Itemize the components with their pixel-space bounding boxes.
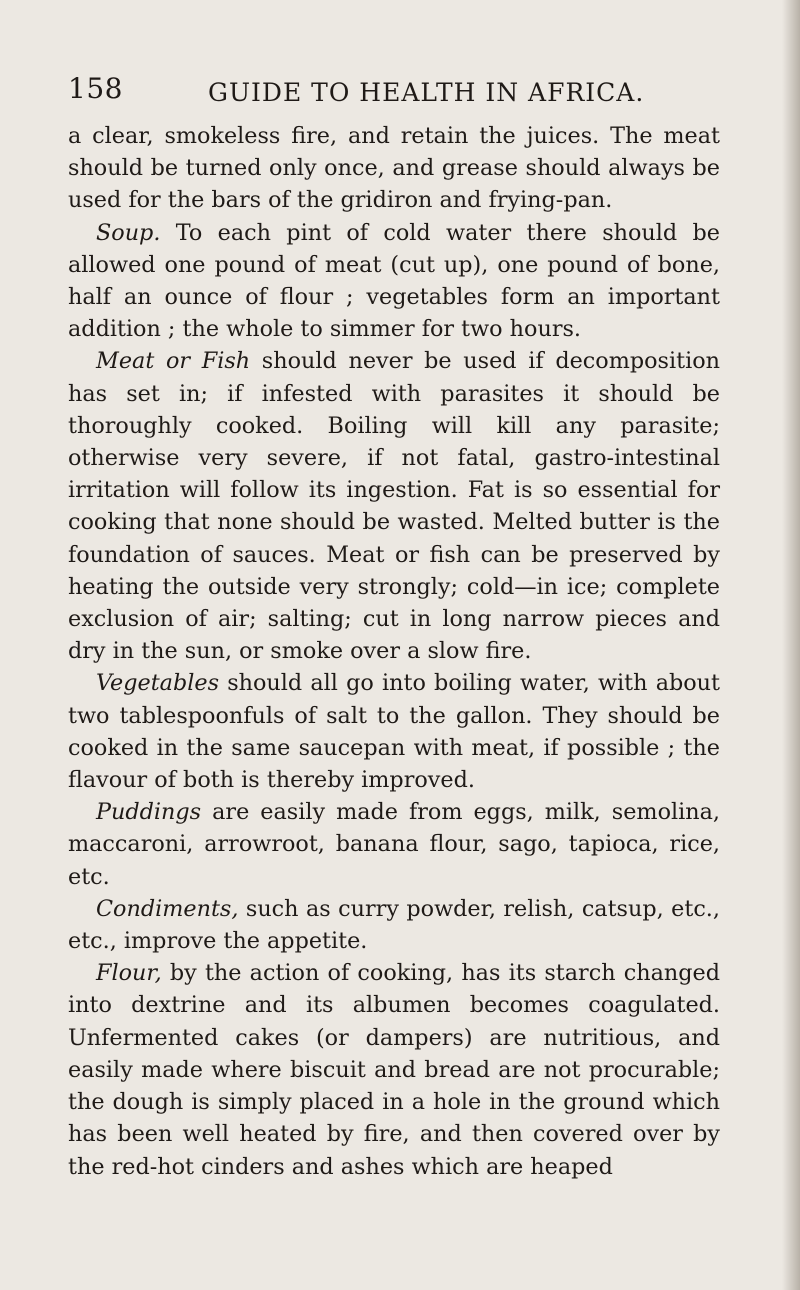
page-header: [68, 72, 728, 122]
body-text: [68, 120, 720, 1183]
paragraph-text: a clear, smokeless fire, and retain the juices. The meat should be turned only once, and grease should always be used for the bars of the gridiron and frying-pan.: [68, 123, 720, 214]
paragraph-lead: Condiments,: [96, 895, 239, 922]
paragraph-text: should all go into boiling water, with about two tablespoonfuls of salt to the gallon. They should be cooked in the same saucepan with meat, if possible ; the flavour of both is thereby improved.: [68, 670, 720, 794]
running-title: GUIDE TO HEALTH IN AFRICA.: [208, 78, 645, 107]
paragraph-lead: Meat or Fish: [96, 348, 251, 375]
paragraph-meat-or-fish: [68, 345, 720, 667]
paragraph-vegetables: [68, 667, 720, 796]
paragraph-text: are easily made from eggs, milk, semolina, maccaroni, arrowroot, banana flour, sago, tapioca, rice, etc.: [68, 799, 720, 890]
paragraph-flour: [68, 957, 720, 1182]
paragraph-lead: Flour,: [96, 960, 162, 987]
paragraph-condiments: [68, 893, 720, 957]
paragraph-text: by the action of cooking, has its starch changed into dextrine and its albumen becomes coagulated. Unfermented cakes (or dampers) are nutritious, and easily made where biscuit and bread are not procurable; the dough is simply placed in a hole in the ground which has been well heated by fire, and then covered over by the red-hot cinders and ashes which are heaped: [68, 960, 720, 1180]
paragraph-lead: Soup.: [96, 219, 161, 246]
paragraph-soup: [68, 217, 720, 346]
paragraph-text: such as curry powder, relish, catsup, etc., etc., improve the appetite.: [68, 895, 720, 955]
paragraph-lead: Vegetables: [96, 670, 220, 697]
paragraph-lead: Puddings: [96, 799, 202, 826]
paragraph-continued: [68, 120, 720, 217]
paragraph-puddings: [68, 796, 720, 893]
paragraph-text: should never be used if decomposition has set in; if infested with parasites it should be thoroughly cooked. Boiling will kill any parasite; otherwise very severe, if not fatal, gastro-intestinal irritation will follow its ingestion. Fat is so essential for cooking that none should be wasted. Melted butter is the foundation of sauces. Meat or fish can be preserved by heating the outside very strongly; cold—in ice; complete exclusion of air; salting; cut in long narrow pieces and dry in the sun, or smoke over a slow fire.: [68, 348, 720, 665]
page-edge-shadow: [782, 0, 800, 1290]
page-number: 158: [68, 72, 123, 105]
paragraph-text: To each pint of cold water there should be allowed one pound of meat (cut up), one pound of bone, half an ounce of flour ; vegetables form an important addition ; the whole to simmer for two hours.: [68, 219, 720, 343]
